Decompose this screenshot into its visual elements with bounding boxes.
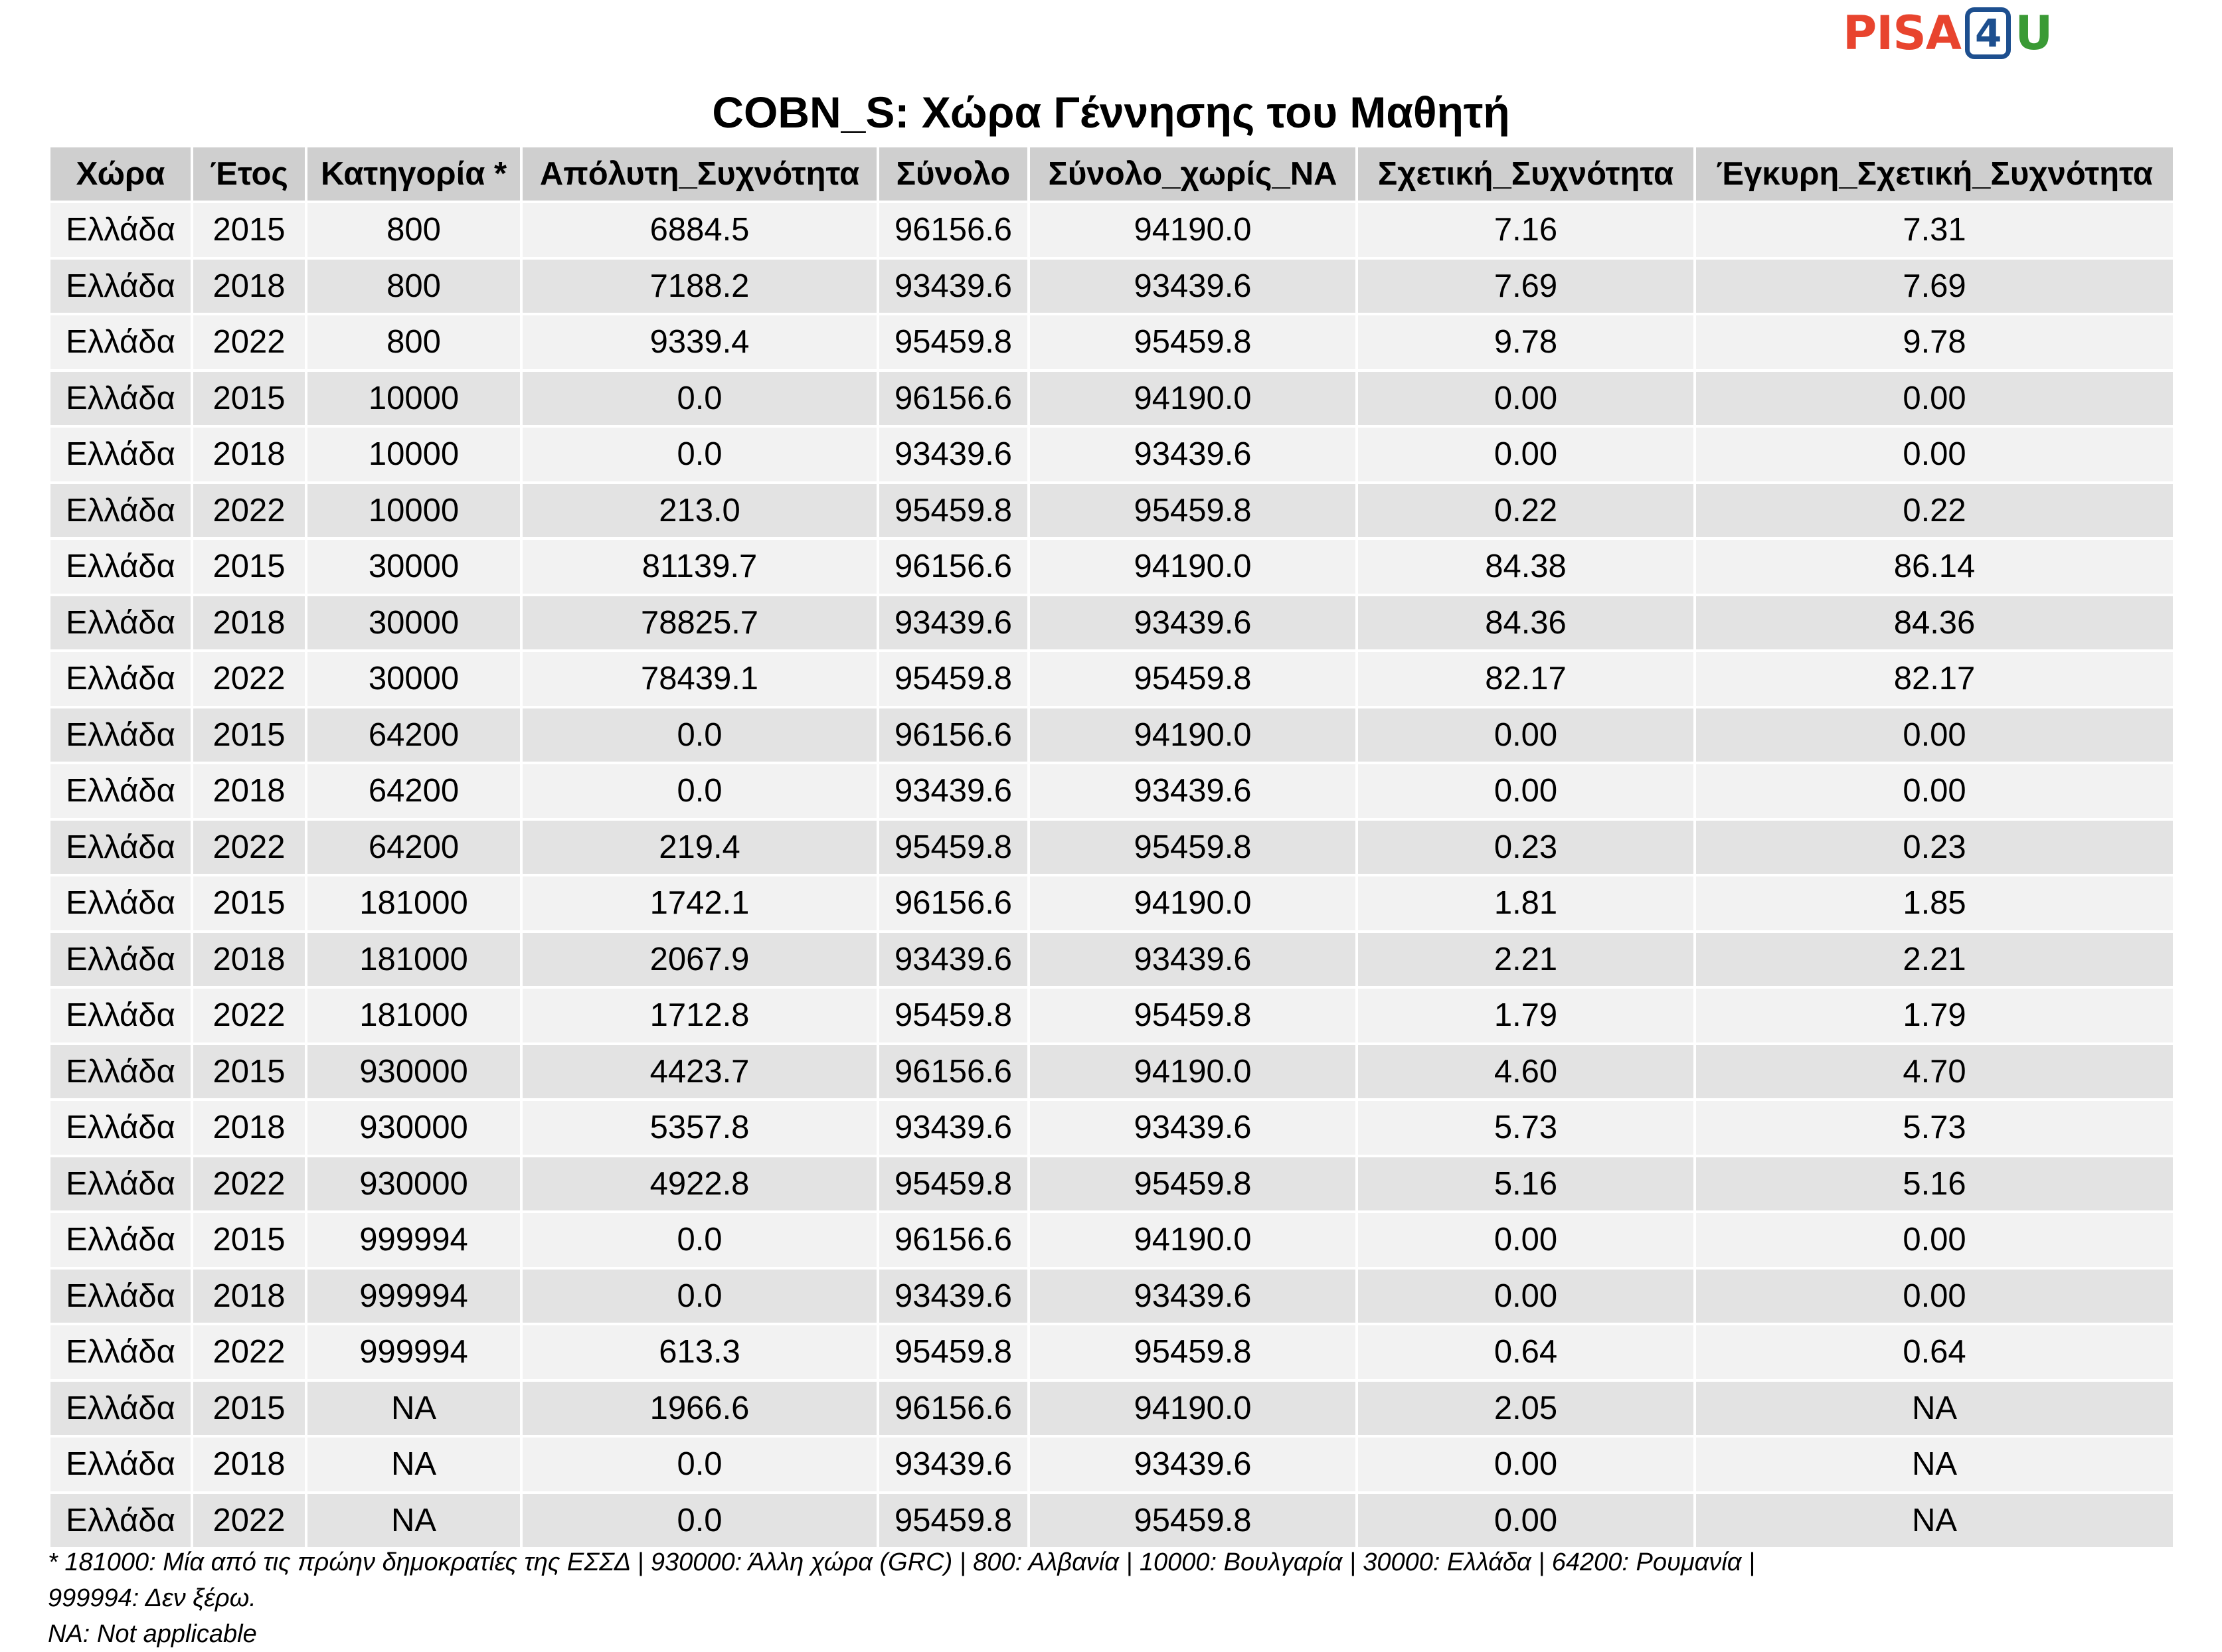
cell-total-without-na: 95459.8 bbox=[1030, 821, 1355, 877]
cell-total-without-na: 94190.0 bbox=[1030, 876, 1355, 933]
cell-total-without-na: 95459.8 bbox=[1030, 989, 1355, 1045]
cell-absolute-frequency: 1966.6 bbox=[523, 1382, 877, 1438]
cell-total-without-na: 94190.0 bbox=[1030, 540, 1355, 596]
cell-total: 96156.6 bbox=[879, 1213, 1027, 1270]
cell-relative-frequency: 0.00 bbox=[1358, 1270, 1693, 1326]
table-row bbox=[50, 1494, 2173, 1550]
cell-total: 95459.8 bbox=[879, 821, 1027, 877]
cell-relative-frequency: 0.00 bbox=[1358, 428, 1693, 484]
cell-total-without-na: 94190.0 bbox=[1030, 708, 1355, 765]
table-row bbox=[50, 821, 2173, 877]
cell-total: 96156.6 bbox=[879, 876, 1027, 933]
cell-category: 800 bbox=[307, 315, 520, 372]
logo-text-u: U bbox=[2015, 6, 2053, 60]
table-row bbox=[50, 1213, 2173, 1270]
cell-country: Ελλάδα bbox=[50, 1438, 191, 1494]
cell-category: 30000 bbox=[307, 540, 520, 596]
cell-valid-relative-frequency: 5.16 bbox=[1696, 1157, 2173, 1214]
cell-total-without-na: 95459.8 bbox=[1030, 1494, 1355, 1550]
cell-absolute-frequency: 4423.7 bbox=[523, 1045, 877, 1102]
cell-absolute-frequency: 0.0 bbox=[523, 708, 877, 765]
cell-year: 2022 bbox=[193, 1157, 305, 1214]
cell-total: 95459.8 bbox=[879, 315, 1027, 372]
cell-valid-relative-frequency: 0.22 bbox=[1696, 484, 2173, 540]
cell-total-without-na: 95459.8 bbox=[1030, 1325, 1355, 1382]
cell-total: 95459.8 bbox=[879, 1494, 1027, 1550]
table-row bbox=[50, 933, 2173, 989]
cell-total-without-na: 95459.8 bbox=[1030, 315, 1355, 372]
cell-total-without-na: 93439.6 bbox=[1030, 260, 1355, 316]
cell-absolute-frequency: 0.0 bbox=[523, 428, 877, 484]
cell-relative-frequency: 5.16 bbox=[1358, 1157, 1693, 1214]
cell-category: 930000 bbox=[307, 1157, 520, 1214]
cell-total-without-na: 95459.8 bbox=[1030, 484, 1355, 540]
cell-country: Ελλάδα bbox=[50, 1045, 191, 1102]
cell-country: Ελλάδα bbox=[50, 764, 191, 821]
cell-year: 2018 bbox=[193, 1270, 305, 1326]
cell-total: 95459.8 bbox=[879, 484, 1027, 540]
header-total: Σύνολο bbox=[879, 147, 1027, 203]
table-row bbox=[50, 1382, 2173, 1438]
cell-absolute-frequency: 78439.1 bbox=[523, 652, 877, 708]
cell-country: Ελλάδα bbox=[50, 1494, 191, 1550]
cell-total: 95459.8 bbox=[879, 1325, 1027, 1382]
cell-category: 10000 bbox=[307, 372, 520, 428]
cell-category: 10000 bbox=[307, 428, 520, 484]
cell-relative-frequency: 5.73 bbox=[1358, 1101, 1693, 1157]
cell-total-without-na: 93439.6 bbox=[1030, 1101, 1355, 1157]
table-row bbox=[50, 876, 2173, 933]
cell-total-without-na: 93439.6 bbox=[1030, 1270, 1355, 1326]
cell-country: Ελλάδα bbox=[50, 540, 191, 596]
cell-valid-relative-frequency: 0.00 bbox=[1696, 708, 2173, 765]
cell-valid-relative-frequency: 2.21 bbox=[1696, 933, 2173, 989]
cell-country: Ελλάδα bbox=[50, 1325, 191, 1382]
cell-country: Ελλάδα bbox=[50, 484, 191, 540]
cell-country: Ελλάδα bbox=[50, 652, 191, 708]
cell-valid-relative-frequency: 0.00 bbox=[1696, 428, 2173, 484]
cell-country: Ελλάδα bbox=[50, 260, 191, 316]
cell-absolute-frequency: 0.0 bbox=[523, 1494, 877, 1550]
cell-absolute-frequency: 81139.7 bbox=[523, 540, 877, 596]
cell-absolute-frequency: 1742.1 bbox=[523, 876, 877, 933]
header-absolute-frequency: Απόλυτη_Συχνότητα bbox=[523, 147, 877, 203]
cell-country: Ελλάδα bbox=[50, 876, 191, 933]
page-title: COBN_S: Χώρα Γέννησης του Μαθητή bbox=[712, 88, 1510, 137]
cell-total-without-na: 94190.0 bbox=[1030, 372, 1355, 428]
cell-relative-frequency: 82.17 bbox=[1358, 652, 1693, 708]
cell-country: Ελλάδα bbox=[50, 708, 191, 765]
cell-country: Ελλάδα bbox=[50, 315, 191, 372]
table-row bbox=[50, 1270, 2173, 1326]
cell-valid-relative-frequency: 0.00 bbox=[1696, 764, 2173, 821]
table-row bbox=[50, 1325, 2173, 1382]
cell-country: Ελλάδα bbox=[50, 933, 191, 989]
table-row bbox=[50, 428, 2173, 484]
cell-valid-relative-frequency: 4.70 bbox=[1696, 1045, 2173, 1102]
cell-year: 2015 bbox=[193, 1213, 305, 1270]
footnote-categories: * 181000: Μία από τις πρώην δημοκρατίες της ΕΣΣΔ | 930000: Άλλη χώρα (GRC) | 800: Αλβανία | 10000: Βουλγαρία | 30000: Ελλάδα | 64200: Ρουμανία | bbox=[48, 1548, 1755, 1576]
cell-relative-frequency: 0.23 bbox=[1358, 821, 1693, 877]
cell-total-without-na: 94190.0 bbox=[1030, 1213, 1355, 1270]
cell-relative-frequency: 1.81 bbox=[1358, 876, 1693, 933]
frequency-table bbox=[48, 147, 2176, 1550]
cell-total: 96156.6 bbox=[879, 1382, 1027, 1438]
cell-total: 93439.6 bbox=[879, 260, 1027, 316]
cell-relative-frequency: 0.00 bbox=[1358, 372, 1693, 428]
cell-total: 93439.6 bbox=[879, 428, 1027, 484]
cell-total: 93439.6 bbox=[879, 764, 1027, 821]
cell-valid-relative-frequency: 1.79 bbox=[1696, 989, 2173, 1045]
table-row bbox=[50, 1438, 2173, 1494]
cell-total-without-na: 95459.8 bbox=[1030, 652, 1355, 708]
cell-country: Ελλάδα bbox=[50, 821, 191, 877]
cell-country: Ελλάδα bbox=[50, 428, 191, 484]
cell-relative-frequency: 4.60 bbox=[1358, 1045, 1693, 1102]
cell-valid-relative-frequency: NA bbox=[1696, 1438, 2173, 1494]
cell-category: 181000 bbox=[307, 876, 520, 933]
cell-category: 10000 bbox=[307, 484, 520, 540]
cell-total: 95459.8 bbox=[879, 989, 1027, 1045]
cell-total-without-na: 93439.6 bbox=[1030, 933, 1355, 989]
cell-year: 2018 bbox=[193, 596, 305, 653]
cell-absolute-frequency: 219.4 bbox=[523, 821, 877, 877]
table-row bbox=[50, 372, 2173, 428]
cell-absolute-frequency: 6884.5 bbox=[523, 203, 877, 260]
cell-year: 2015 bbox=[193, 372, 305, 428]
cell-category: 64200 bbox=[307, 821, 520, 877]
cell-category: NA bbox=[307, 1382, 520, 1438]
cell-total: 93439.6 bbox=[879, 1101, 1027, 1157]
header-total-without-na: Σύνολο_χωρίς_NA bbox=[1030, 147, 1355, 203]
cell-relative-frequency: 9.78 bbox=[1358, 315, 1693, 372]
cell-total: 96156.6 bbox=[879, 540, 1027, 596]
cell-total-without-na: 93439.6 bbox=[1030, 1438, 1355, 1494]
cell-year: 2015 bbox=[193, 203, 305, 260]
cell-year: 2015 bbox=[193, 540, 305, 596]
cell-relative-frequency: 1.79 bbox=[1358, 989, 1693, 1045]
cell-relative-frequency: 0.64 bbox=[1358, 1325, 1693, 1382]
header-category: Κατηγορία * bbox=[307, 147, 520, 203]
cell-country: Ελλάδα bbox=[50, 1382, 191, 1438]
cell-absolute-frequency: 78825.7 bbox=[523, 596, 877, 653]
cell-absolute-frequency: 0.0 bbox=[523, 1270, 877, 1326]
cell-category: NA bbox=[307, 1494, 520, 1550]
cell-valid-relative-frequency: 0.64 bbox=[1696, 1325, 2173, 1382]
cell-year: 2015 bbox=[193, 1045, 305, 1102]
cell-total: 96156.6 bbox=[879, 203, 1027, 260]
logo-text-4: 4 bbox=[1965, 7, 2011, 59]
cell-valid-relative-frequency: 9.78 bbox=[1696, 315, 2173, 372]
cell-valid-relative-frequency: 84.36 bbox=[1696, 596, 2173, 653]
cell-valid-relative-frequency: 7.31 bbox=[1696, 203, 2173, 260]
cell-total-without-na: 93439.6 bbox=[1030, 764, 1355, 821]
cell-valid-relative-frequency: 5.73 bbox=[1696, 1101, 2173, 1157]
cell-country: Ελλάδα bbox=[50, 1270, 191, 1326]
cell-absolute-frequency: 2067.9 bbox=[523, 933, 877, 989]
cell-relative-frequency: 0.00 bbox=[1358, 708, 1693, 765]
cell-relative-frequency: 0.22 bbox=[1358, 484, 1693, 540]
cell-category: 800 bbox=[307, 203, 520, 260]
header-valid-relative-frequency: Έγκυρη_Σχετική_Συχνότητα bbox=[1696, 147, 2173, 203]
cell-relative-frequency: 84.38 bbox=[1358, 540, 1693, 596]
cell-year: 2018 bbox=[193, 1101, 305, 1157]
cell-total: 95459.8 bbox=[879, 652, 1027, 708]
pisa4u-logo bbox=[1843, 5, 2052, 61]
cell-valid-relative-frequency: 7.69 bbox=[1696, 260, 2173, 316]
cell-year: 2018 bbox=[193, 933, 305, 989]
cell-year: 2022 bbox=[193, 1325, 305, 1382]
footnotes bbox=[48, 1544, 1841, 1652]
cell-total: 93439.6 bbox=[879, 596, 1027, 653]
cell-valid-relative-frequency: NA bbox=[1696, 1382, 2173, 1438]
cell-category: 30000 bbox=[307, 596, 520, 653]
header-relative-frequency: Σχετική_Συχνότητα bbox=[1358, 147, 1693, 203]
logo-text-pisa: PISA bbox=[1843, 6, 1961, 60]
cell-total: 96156.6 bbox=[879, 372, 1027, 428]
cell-absolute-frequency: 0.0 bbox=[523, 1213, 877, 1270]
cell-country: Ελλάδα bbox=[50, 596, 191, 653]
cell-relative-frequency: 84.36 bbox=[1358, 596, 1693, 653]
cell-valid-relative-frequency: 0.23 bbox=[1696, 821, 2173, 877]
cell-year: 2018 bbox=[193, 1438, 305, 1494]
cell-relative-frequency: 0.00 bbox=[1358, 1494, 1693, 1550]
cell-country: Ελλάδα bbox=[50, 203, 191, 260]
cell-country: Ελλάδα bbox=[50, 1213, 191, 1270]
cell-absolute-frequency: 9339.4 bbox=[523, 315, 877, 372]
cell-category: 800 bbox=[307, 260, 520, 316]
cell-year: 2015 bbox=[193, 1382, 305, 1438]
table-row bbox=[50, 260, 2173, 316]
cell-country: Ελλάδα bbox=[50, 372, 191, 428]
header-country: Χώρα bbox=[50, 147, 191, 203]
cell-year: 2018 bbox=[193, 428, 305, 484]
cell-absolute-frequency: 7188.2 bbox=[523, 260, 877, 316]
table-row bbox=[50, 484, 2173, 540]
header-year: Έτος bbox=[193, 147, 305, 203]
cell-absolute-frequency: 213.0 bbox=[523, 484, 877, 540]
cell-valid-relative-frequency: 0.00 bbox=[1696, 1270, 2173, 1326]
cell-year: 2022 bbox=[193, 484, 305, 540]
table-row bbox=[50, 652, 2173, 708]
cell-category: 999994 bbox=[307, 1270, 520, 1326]
cell-total: 96156.6 bbox=[879, 1045, 1027, 1102]
cell-country: Ελλάδα bbox=[50, 989, 191, 1045]
cell-category: NA bbox=[307, 1438, 520, 1494]
cell-valid-relative-frequency: 1.85 bbox=[1696, 876, 2173, 933]
footnote-na: NA: Not applicable bbox=[48, 1620, 257, 1648]
cell-absolute-frequency: 0.0 bbox=[523, 372, 877, 428]
cell-category: 30000 bbox=[307, 652, 520, 708]
cell-relative-frequency: 0.00 bbox=[1358, 1213, 1693, 1270]
cell-total-without-na: 94190.0 bbox=[1030, 203, 1355, 260]
cell-total: 96156.6 bbox=[879, 708, 1027, 765]
cell-country: Ελλάδα bbox=[50, 1157, 191, 1214]
table-row bbox=[50, 315, 2173, 372]
table-header-row bbox=[50, 147, 2173, 203]
cell-year: 2018 bbox=[193, 764, 305, 821]
table-row bbox=[50, 1157, 2173, 1214]
cell-category: 181000 bbox=[307, 989, 520, 1045]
cell-relative-frequency: 0.00 bbox=[1358, 1438, 1693, 1494]
cell-valid-relative-frequency: 82.17 bbox=[1696, 652, 2173, 708]
cell-total: 95459.8 bbox=[879, 1157, 1027, 1214]
cell-country: Ελλάδα bbox=[50, 1101, 191, 1157]
cell-absolute-frequency: 0.0 bbox=[523, 1438, 877, 1494]
table-row bbox=[50, 203, 2173, 260]
cell-valid-relative-frequency: 0.00 bbox=[1696, 1213, 2173, 1270]
cell-category: 64200 bbox=[307, 708, 520, 765]
cell-valid-relative-frequency: 0.00 bbox=[1696, 372, 2173, 428]
footnote-categories-cont: 999994: Δεν ξέρω. bbox=[48, 1584, 256, 1612]
cell-year: 2022 bbox=[193, 989, 305, 1045]
cell-absolute-frequency: 0.0 bbox=[523, 764, 877, 821]
cell-valid-relative-frequency: NA bbox=[1696, 1494, 2173, 1550]
cell-category: 999994 bbox=[307, 1213, 520, 1270]
cell-total-without-na: 94190.0 bbox=[1030, 1382, 1355, 1438]
cell-total: 93439.6 bbox=[879, 1438, 1027, 1494]
cell-valid-relative-frequency: 86.14 bbox=[1696, 540, 2173, 596]
cell-year: 2022 bbox=[193, 1494, 305, 1550]
table-body bbox=[50, 203, 2173, 1550]
cell-year: 2015 bbox=[193, 876, 305, 933]
cell-absolute-frequency: 1712.8 bbox=[523, 989, 877, 1045]
cell-year: 2018 bbox=[193, 260, 305, 316]
table-row bbox=[50, 708, 2173, 765]
cell-relative-frequency: 2.21 bbox=[1358, 933, 1693, 989]
cell-relative-frequency: 2.05 bbox=[1358, 1382, 1693, 1438]
cell-category: 181000 bbox=[307, 933, 520, 989]
cell-category: 64200 bbox=[307, 764, 520, 821]
table-row bbox=[50, 596, 2173, 653]
cell-relative-frequency: 7.69 bbox=[1358, 260, 1693, 316]
cell-category: 930000 bbox=[307, 1045, 520, 1102]
cell-absolute-frequency: 4922.8 bbox=[523, 1157, 877, 1214]
cell-category: 930000 bbox=[307, 1101, 520, 1157]
cell-absolute-frequency: 613.3 bbox=[523, 1325, 877, 1382]
table-row bbox=[50, 989, 2173, 1045]
cell-category: 999994 bbox=[307, 1325, 520, 1382]
cell-year: 2015 bbox=[193, 708, 305, 765]
cell-total: 93439.6 bbox=[879, 1270, 1027, 1326]
table-row bbox=[50, 1101, 2173, 1157]
cell-total-without-na: 94190.0 bbox=[1030, 1045, 1355, 1102]
cell-absolute-frequency: 5357.8 bbox=[523, 1101, 877, 1157]
cell-total-without-na: 93439.6 bbox=[1030, 596, 1355, 653]
table-row bbox=[50, 540, 2173, 596]
cell-total: 93439.6 bbox=[879, 933, 1027, 989]
table-row bbox=[50, 1045, 2173, 1102]
cell-relative-frequency: 7.16 bbox=[1358, 203, 1693, 260]
cell-total-without-na: 95459.8 bbox=[1030, 1157, 1355, 1214]
cell-year: 2022 bbox=[193, 315, 305, 372]
cell-total-without-na: 93439.6 bbox=[1030, 428, 1355, 484]
cell-relative-frequency: 0.00 bbox=[1358, 764, 1693, 821]
table-row bbox=[50, 764, 2173, 821]
cell-year: 2022 bbox=[193, 821, 305, 877]
cell-year: 2022 bbox=[193, 652, 305, 708]
